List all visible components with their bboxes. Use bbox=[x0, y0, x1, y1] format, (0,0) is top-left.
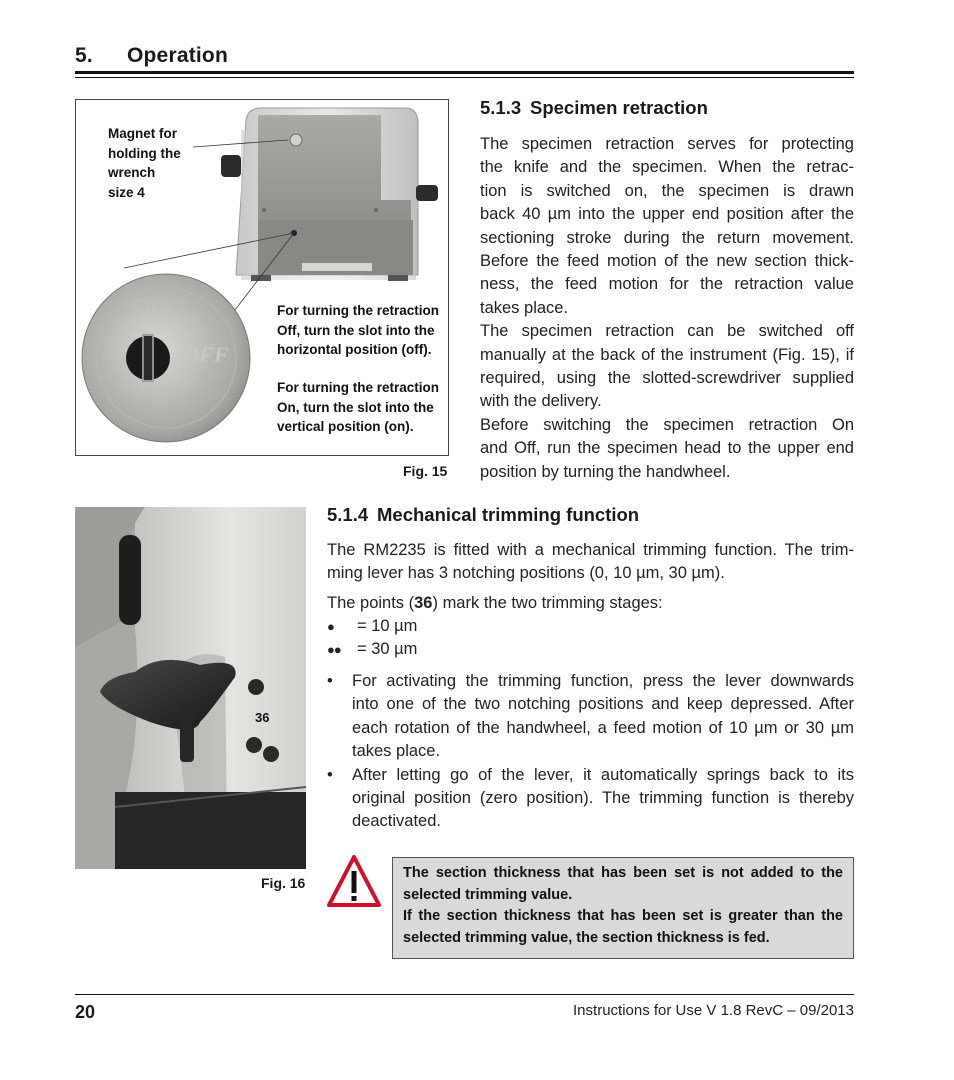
text-line: Before the feed motion of the new section thick- bbox=[480, 252, 854, 271]
text-line: required, using the slotted-screwdriver supplied bbox=[480, 369, 854, 388]
bullet-item bbox=[327, 764, 854, 834]
stage-2-value: = 30 µm bbox=[357, 640, 418, 658]
figure-15-caption: Fig. 15 bbox=[403, 463, 448, 479]
section-514-heading bbox=[327, 504, 639, 526]
points-suffix: ) mark the two trimming stages: bbox=[432, 594, 663, 612]
figure-15 bbox=[75, 99, 449, 456]
section-514-intro bbox=[327, 539, 854, 586]
callout-line: size 4 bbox=[108, 184, 145, 200]
label-36: 36 bbox=[255, 710, 270, 725]
section-513-body bbox=[480, 133, 854, 484]
dot-icon: ● bbox=[327, 619, 335, 634]
text-line: deactivated. bbox=[352, 812, 441, 831]
callout-line: holding the bbox=[108, 145, 181, 161]
figure-16 bbox=[75, 507, 306, 869]
section-513-heading bbox=[480, 97, 708, 119]
callout-line: horizontal position (off). bbox=[277, 342, 432, 357]
warning-triangle-icon bbox=[326, 854, 382, 908]
text-line: takes place. bbox=[352, 742, 441, 761]
double-dot-icon: ●● bbox=[327, 642, 341, 657]
text-line: manually at the back of the instrument (Fig. 15), if bbox=[480, 345, 854, 364]
header-rule-thin bbox=[75, 77, 854, 78]
section-514-title: Mechanical trimming function bbox=[377, 504, 640, 525]
callout-line: vertical position (on). bbox=[277, 419, 414, 434]
points-sentence bbox=[327, 592, 854, 615]
callout-on bbox=[277, 378, 447, 437]
section-number: 5. bbox=[75, 44, 93, 67]
text-line: The specimen retraction serves for protecting bbox=[480, 135, 854, 153]
callout-magnet bbox=[108, 124, 181, 202]
text-line: ming lever has 3 notching positions (0, 10 µm, 30 µm). bbox=[327, 564, 725, 583]
warning-line: selected trimming value, the section thickness is fed. bbox=[403, 929, 770, 946]
callout-line: For turning the retraction bbox=[277, 303, 439, 318]
warning-line: The section thickness that has been set is not added to the bbox=[403, 865, 843, 881]
warning-line: If the section thickness that has been set is greater than the bbox=[403, 908, 843, 924]
stage-2 bbox=[327, 638, 417, 661]
stage-1-value: = 10 µm bbox=[357, 617, 418, 635]
callout-line: On, turn the slot into the bbox=[277, 399, 434, 415]
bullet-icon: • bbox=[327, 672, 333, 690]
trimming-lever-photo bbox=[75, 507, 306, 869]
callout-off bbox=[277, 301, 447, 360]
callout-line: Off, turn the slot into the bbox=[277, 322, 435, 338]
text-line: with the delivery. bbox=[480, 392, 602, 411]
callout-line: For turning the retraction bbox=[277, 380, 439, 395]
figure-16-caption: Fig. 16 bbox=[261, 875, 306, 891]
section-heading bbox=[75, 44, 228, 68]
text-line: ness, the feed motion for the retraction value bbox=[480, 275, 854, 294]
text-line: position by turning the handwheel. bbox=[480, 462, 731, 481]
text-line: For activating the trimming function, press the lever downwards bbox=[352, 672, 854, 690]
text-line: original position (zero position). The trimming function is thereby bbox=[352, 789, 854, 808]
text-line: each rotation of the handwheel, a feed motion of 10 µm or 30 µm bbox=[352, 718, 854, 737]
points-prefix: The points ( bbox=[327, 594, 415, 612]
text-line: takes place. bbox=[480, 298, 569, 317]
section-title: Operation bbox=[127, 44, 228, 67]
text-line: sectioning stroke during the return movement. bbox=[480, 228, 854, 247]
dial-on-label: ON bbox=[132, 293, 164, 318]
dial-off-label: -OFF bbox=[176, 342, 229, 367]
bullet-icon: • bbox=[327, 765, 333, 784]
header-rule-thick bbox=[75, 71, 854, 74]
text-line: the knife and the specimen. When the retrac- bbox=[480, 158, 854, 177]
callout-line: Magnet for bbox=[108, 126, 177, 141]
points-reference: 36 bbox=[414, 594, 433, 612]
footer-rule bbox=[75, 994, 854, 995]
stage-1 bbox=[327, 615, 417, 638]
bullet-item bbox=[327, 670, 854, 764]
warning-note bbox=[392, 857, 854, 959]
document-info: Instructions for Use V 1.8 RevC – 09/2013 bbox=[573, 1002, 854, 1019]
callout-line: wrench bbox=[108, 165, 156, 180]
section-513-title: Specimen retraction bbox=[530, 97, 708, 118]
text-line: and Off, run the specimen head to the upper end bbox=[480, 439, 854, 458]
text-line: After letting go of the lever, it automatically springs back to its bbox=[352, 765, 854, 784]
section-513-number: 5.1.3 bbox=[480, 97, 522, 118]
text-line: Before switching the specimen retraction On bbox=[480, 415, 854, 434]
trimming-bullets bbox=[327, 670, 854, 834]
text-line: The specimen retraction can be switched off bbox=[480, 322, 854, 341]
text-line: back 40 µm into the upper end position after the bbox=[480, 205, 854, 224]
page-number: 20 bbox=[75, 1002, 96, 1022]
text-line: into one of the two notching positions and keep depressed. After bbox=[352, 695, 854, 714]
text-line: The RM2235 is fitted with a mechanical trimming function. The trim- bbox=[327, 541, 854, 559]
warning-line: selected trimming value. bbox=[403, 886, 573, 903]
text-line: tion is switched on, the specimen is drawn bbox=[480, 181, 854, 200]
section-514-number: 5.1.4 bbox=[327, 504, 369, 525]
